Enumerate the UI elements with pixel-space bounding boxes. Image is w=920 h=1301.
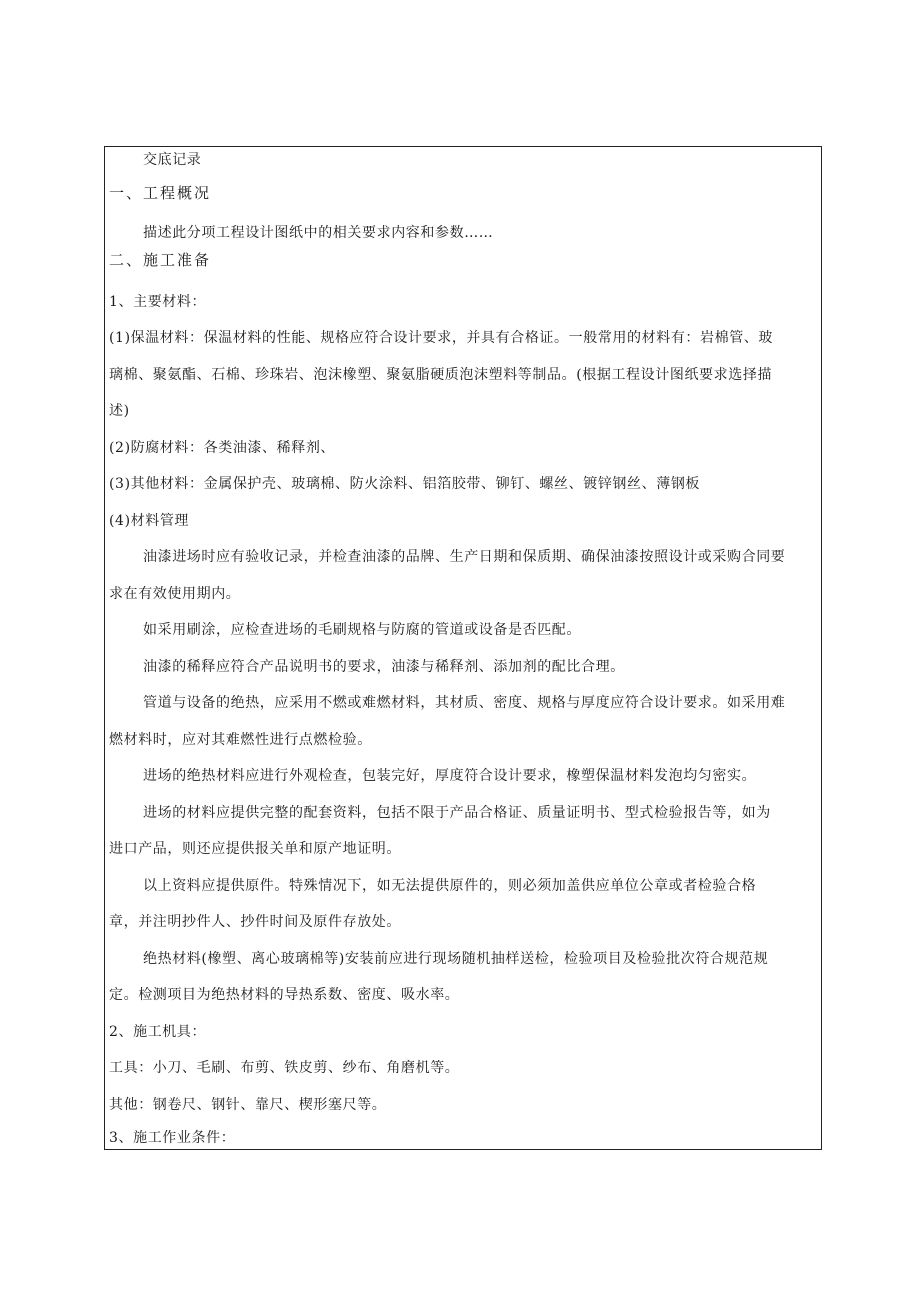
section-heading-project-overview: 一、工程概况 <box>109 184 212 202</box>
disclosure-record-table <box>104 146 822 1150</box>
material-management-heading: (4)材料管理 <box>109 513 190 529</box>
management-paragraph-7-line-2: 章，并注明抄件人、抄件时间及原件存放处。 <box>109 914 401 930</box>
insulation-materials-line-3: 述) <box>109 403 130 419</box>
section-heading-preparation: 二、施工准备 <box>109 251 212 269</box>
anticorrosion-materials: (2)防腐材料：各类油漆、稀释剂、 <box>109 440 336 456</box>
management-paragraph-8-line-1: 绝热材料(橡塑、离心玻璃棉等)安装前应进行现场随机抽样送检，检验项目及检验批次符合规范规 <box>143 951 769 967</box>
management-paragraph-6-line-2: 进口产品，则还应提供报关单和原产地证明。 <box>109 841 401 857</box>
machinery-tools: 工具：小刀、毛刷、布剪、铁皮剪、纱布、角磨机等。 <box>109 1060 460 1076</box>
management-paragraph-1-line-1: 油漆进场时应有验收记录，并检查油漆的品牌、生产日期和保质期、确保油漆按照设计或采购合同要 <box>143 549 786 565</box>
management-paragraph-5: 进场的绝热材料应进行外观检查，包装完好，厚度符合设计要求，橡塑保温材料发泡均匀密实。 <box>143 768 757 784</box>
management-paragraph-8-line-2: 定。检测项目为绝热材料的导热系数、密度、吸水率。 <box>109 987 460 1003</box>
management-paragraph-4-line-1: 管道与设备的绝热，应采用不燃或难燃材料，其材质、密度、规格与厚度应符合设计要求。如采用难 <box>143 695 786 711</box>
insulation-materials-line-1: (1)保温材料：保温材料的性能、规格应符合设计要求，并具有合格证。一般常用的材料有：岩棉管、玻 <box>109 330 774 346</box>
project-overview-paragraph: 描述此分项工程设计图纸中的相关要求内容和参数…… <box>143 225 494 241</box>
management-paragraph-2: 如采用刷涂，应检查进场的毛刷规格与防腐的管道或设备是否匹配。 <box>143 622 581 638</box>
other-materials: (3)其他材料：金属保护壳、玻璃棉、防火涂料、铝箔胶带、铆钉、螺丝、镀锌钢丝、薄钢板 <box>109 476 701 492</box>
management-paragraph-6-line-1: 进场的材料应提供完整的配套资料，包括不限于产品合格证、质量证明书、型式检验报告等，如为 <box>143 805 771 821</box>
management-paragraph-3: 油漆的稀释应符合产品说明书的要求，油漆与稀释剂、添加剂的配比合理。 <box>143 659 625 675</box>
management-paragraph-4-line-2: 燃材料时，应对其难燃性进行点燃检验。 <box>109 732 372 748</box>
machinery-heading: 2、施工机具： <box>109 1024 207 1040</box>
work-conditions-heading: 3、施工作业条件： <box>109 1130 236 1146</box>
insulation-materials-line-2: 璃棉、聚氨酯、石棉、珍珠岩、泡沫橡塑、聚氨脂硬质泡沫塑料等制品。(根据工程设计图纸要求选择描 <box>109 367 773 383</box>
document-title: 交底记录 <box>143 152 202 168</box>
materials-heading: 1、主要材料： <box>109 294 207 310</box>
management-paragraph-7-line-1: 以上资料应提供原件。特殊情况下，如无法提供原件的，则必须加盖供应单位公章或者检验合格 <box>143 878 757 894</box>
machinery-others: 其他：钢卷尺、钢针、靠尺、楔形塞尺等。 <box>109 1097 387 1113</box>
management-paragraph-1-line-2: 求在有效使用期内。 <box>109 586 241 602</box>
